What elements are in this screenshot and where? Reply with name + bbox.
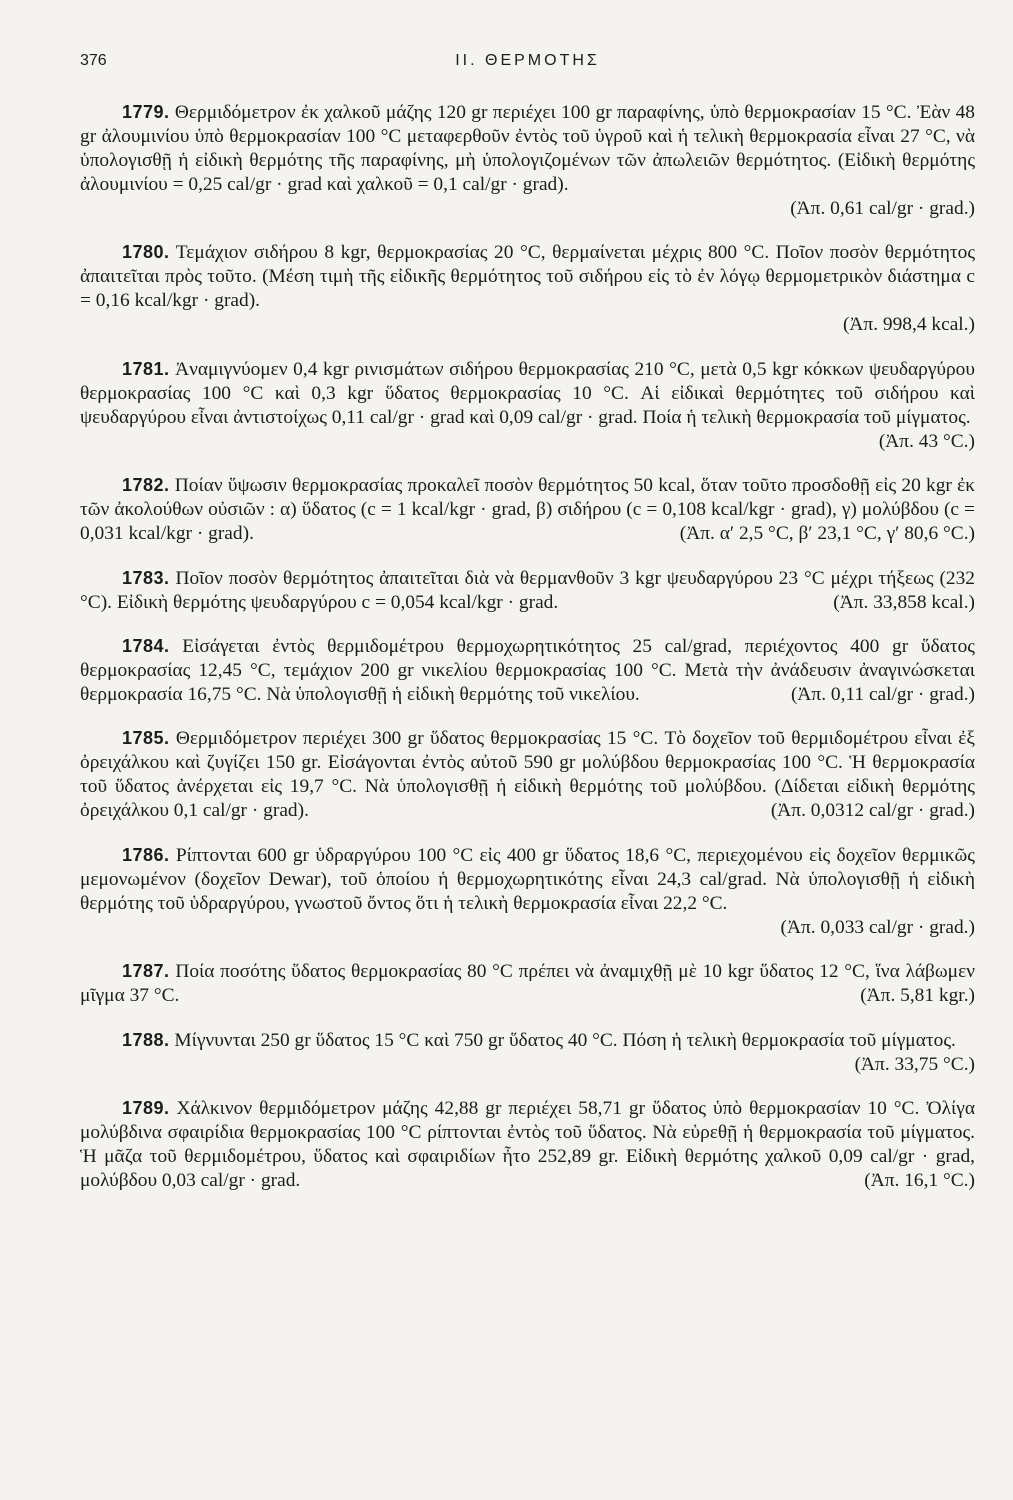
page-number: 376 <box>80 52 107 69</box>
problem-number: 1784. <box>122 635 170 656</box>
page-header <box>80 46 975 80</box>
problem-number: 1779. <box>122 102 170 122</box>
running-title: II. ΘΕΡΜΟΤΗΣ <box>455 52 600 69</box>
problem-text: Ἀναμιγνύομεν 0,4 kgr ρινισμάτων σιδήρου θερμοκρασίας 210 °C, μετὰ 0,5 kgr κόκκων ψευδαργύρου θερμοκρασίας 100 °C καὶ 0,3 kgr ὕδατος θερμοκρασίας 10 °C. Αἱ εἰδικαὶ θερμότητες τοῦ σιδήρου καὶ ψευδαργύρου εἶναι ἀντιστοίχως 0,11 cal/gr · grad καὶ 0,09 cal/gr · grad. Ποία ἡ τελικὴ θερμοκρασία τοῦ μίγματος. <box>80 358 975 428</box>
problem-number: 1789. <box>122 1097 170 1118</box>
problem-number: 1785. <box>122 728 170 749</box>
problem-text: Ποίαν ὕψωσιν θερμοκρασίας προκαλεῖ ποσὸν θερμότητος 50 kcal, ὅταν τοῦτο προσδοθῇ εἰς 20 kgr ἐκ τῶν ἀκολούθων οὐσιῶν : α) ὕδατος (c = 1 kcal/kgr · grad, β) σιδήρου (c = 0,108 kcal/kgr · grad), γ) μολύβδου (c = 0,031 kcal/kgr · grad). <box>80 475 975 545</box>
problem-number: 1786. <box>122 844 170 865</box>
problem-item <box>80 566 975 615</box>
problem-answer: (Ἀπ. 43 °C.) <box>878 430 975 452</box>
problem-item <box>80 634 975 707</box>
problem-number: 1781. <box>122 358 170 379</box>
problem-text: Ποῖον ποσὸν θερμότητος ἀπαιτεῖται διὰ νὰ θερμανθοῦν 3 kgr ψευδαργύρου 23 °C μέχρι τήξεως (232 °C). Εἰδικὴ θερμότης ψευδαργύρου c = 0,054 kcal/kgr · grad. <box>80 567 976 613</box>
problem-text: Εἰσάγεται ἐντὸς θερμιδομέτρου θερμοχωρητικότητος 25 cal/grad, περιέχοντος 400 gr ὕδατος θερμοκρασίας 12,45 °C, τεμάχιον 200 gr νικελίου θερμοκρασίας 100 °C. Μετὰ τὴν ἀνάδευσιν ἀναγινώσκεται θερμοκρασία 16,75 °C. Νὰ ὑπολογισθῇ ἡ εἰδικὴ θερμότης τοῦ νικελίου. <box>80 635 975 705</box>
problem-text: Θερμιδόμετρον ἐκ χαλκοῦ μάζης 120 gr περιέχει 100 gr παραφίνης, ὑπὸ θερμοκρασίαν 15 °C. Ἐὰν 48 gr ἀλουμινίου ὑπὸ θερμοκρασίαν 100 °C μεταφερθοῦν ἐντὸς τοῦ ὑγροῦ καὶ ἡ τελικὴ θερμοκρασία εἶναι 27 °C, νὰ ὑπολογισθῇ ἡ εἰδικὴ θερμότης τῆς παραφίνης, μὴ ὑπολογιζομένων τῶν ἀπωλειῶν θερμότητος. (Εἰδικὴ θερμότης ἀλουμινίου = 0,25 cal/gr · grad καὶ χαλκοῦ = 0,1 cal/gr · grad). <box>80 102 975 195</box>
problem-answer: (Ἀπ. 5,81 kgr.) <box>860 985 975 1007</box>
problem-item <box>80 726 975 823</box>
problem-text: Θερμιδόμετρον περιέχει 300 gr ὕδατος θερμοκρασίας 15 °C. Τὸ δοχεῖον τοῦ θερμιδομέτρου εἶναι ἐξ ὀρειχάλκου καὶ ζυγίζει 150 gr. Εἰσάγονται ἐντὸς αὐτοῦ 590 gr μολύβδου θερμοκρασίας 100 °C. Ἡ θερμοκρασία τοῦ ὕδατος ἀνέρχεται εἰς 19,7 °C. Νὰ ὑπολογισθῇ ἡ εἰδικὴ θερμότης τοῦ μολύβδου. (Δίδεται εἰδικὴ θερμότης ὀρειχάλκου 0,1 cal/gr · grad). <box>80 728 976 822</box>
problem-number: 1780. <box>122 242 170 263</box>
problem-answer: (Ἀπ. 998,4 kcal.) <box>842 314 975 336</box>
problem-text: Ποία ποσότης ὕδατος θερμοκρασίας 80 °C πρέπει νὰ ἀναμιχθῇ μὲ 10 kgr ὕδατος 12 °C, ἵνα λάβωμεν μῖγμα 37 °C. <box>80 961 975 1007</box>
problem-number: 1787. <box>122 961 170 982</box>
problem-number: 1783. <box>122 567 170 588</box>
problem-text: Μίγνυνται 250 gr ὕδατος 15 °C καὶ 750 gr ὕδατος 40 °C. Πόση ἡ τελικὴ θερμοκρασία τοῦ μίγματος. <box>174 1029 956 1051</box>
problem-item <box>80 1028 975 1077</box>
problem-item <box>80 959 975 1008</box>
problem-item <box>80 1096 975 1193</box>
problem-number: 1782. <box>122 475 170 496</box>
problem-item <box>80 240 975 337</box>
problem-text: Χάλκινον θερμιδόμετρον μάζης 42,88 gr περιέχει 58,71 gr ὕδατος ὑπὸ θερμοκρασίαν 10 °C. Ὀλίγα μολύβδινα σφαιρίδια θερμοκρασίας 100 °C ρίπτονται ἐντὸς τοῦ ὕδατος. Νὰ εὑρεθῇ ἡ θερμοκρασία τοῦ μίγματος. Ἡ μᾶζα τοῦ θερμιδομέτρου, ὕδατος καὶ σφαιριδίων ἦτο 252,89 gr. Εἰδικὴ θερμότης χαλκοῦ 0,09 cal/gr · grad, μολύβδου 0,03 cal/gr · grad. <box>80 1097 975 1191</box>
problem-answer: (Ἀπ. α′ 2,5 °C, β′ 23,1 °C, γ′ 80,6 °C.) <box>679 523 975 545</box>
problem-text: Ρίπτονται 600 gr ὑδραργύρου 100 °C εἰς 400 gr ὕδατος 18,6 °C, περιεχομένου εἰς δοχεῖον θερμικῶς μεμονωμένον (δοχεῖον Dewar), τοῦ ὁποίου ἡ θερμοχωρητικότης εἶναι 24,3 cal/grad. Νὰ ὑπολογισθῇ ἡ εἰδικὴ θερμότης τοῦ ὑδραργύρου, γνωστοῦ ὄντος ὅτι ἡ τελικὴ θερμοκρασία εἶναι 22,2 °C. <box>80 844 975 914</box>
problem-answer: (Ἀπ. 0,033 cal/gr · grad.) <box>780 916 975 938</box>
problem-answer: (Ἀπ. 33,858 kcal.) <box>833 591 975 613</box>
problem-list <box>80 100 975 1193</box>
problem-item <box>80 473 975 546</box>
problem-answer: (Ἀπ. 16,1 °C.) <box>864 1169 975 1191</box>
problem-text: Τεμάχιον σιδήρου 8 kgr, θερμοκρασίας 20 °C, θερμαίνεται μέχρις 800 °C. Ποῖον ποσὸν θερμότητος ἀπαιτεῖται πρὸς τοῦτο. (Μέση τιμὴ τῆς εἰδικῆς θερμότητος τοῦ σιδήρου εἰς τὸ ἐν λόγῳ θερμομετρικὸν διάστημα c = 0,16 kcal/kgr · grad). <box>80 242 975 312</box>
problem-answer: (Ἀπ. 0,61 cal/gr · grad.) <box>790 198 975 219</box>
problem-answer: (Ἀπ. 33,75 °C.) <box>854 1053 975 1075</box>
problem-item <box>80 357 975 454</box>
problem-number: 1788. <box>122 1029 170 1050</box>
problem-item <box>80 100 975 221</box>
problem-answer: (Ἀπ. 0,11 cal/gr · grad.) <box>790 683 975 705</box>
problem-answer: (Ἀπ. 0,0312 cal/gr · grad.) <box>770 800 975 822</box>
problem-item <box>80 843 975 940</box>
